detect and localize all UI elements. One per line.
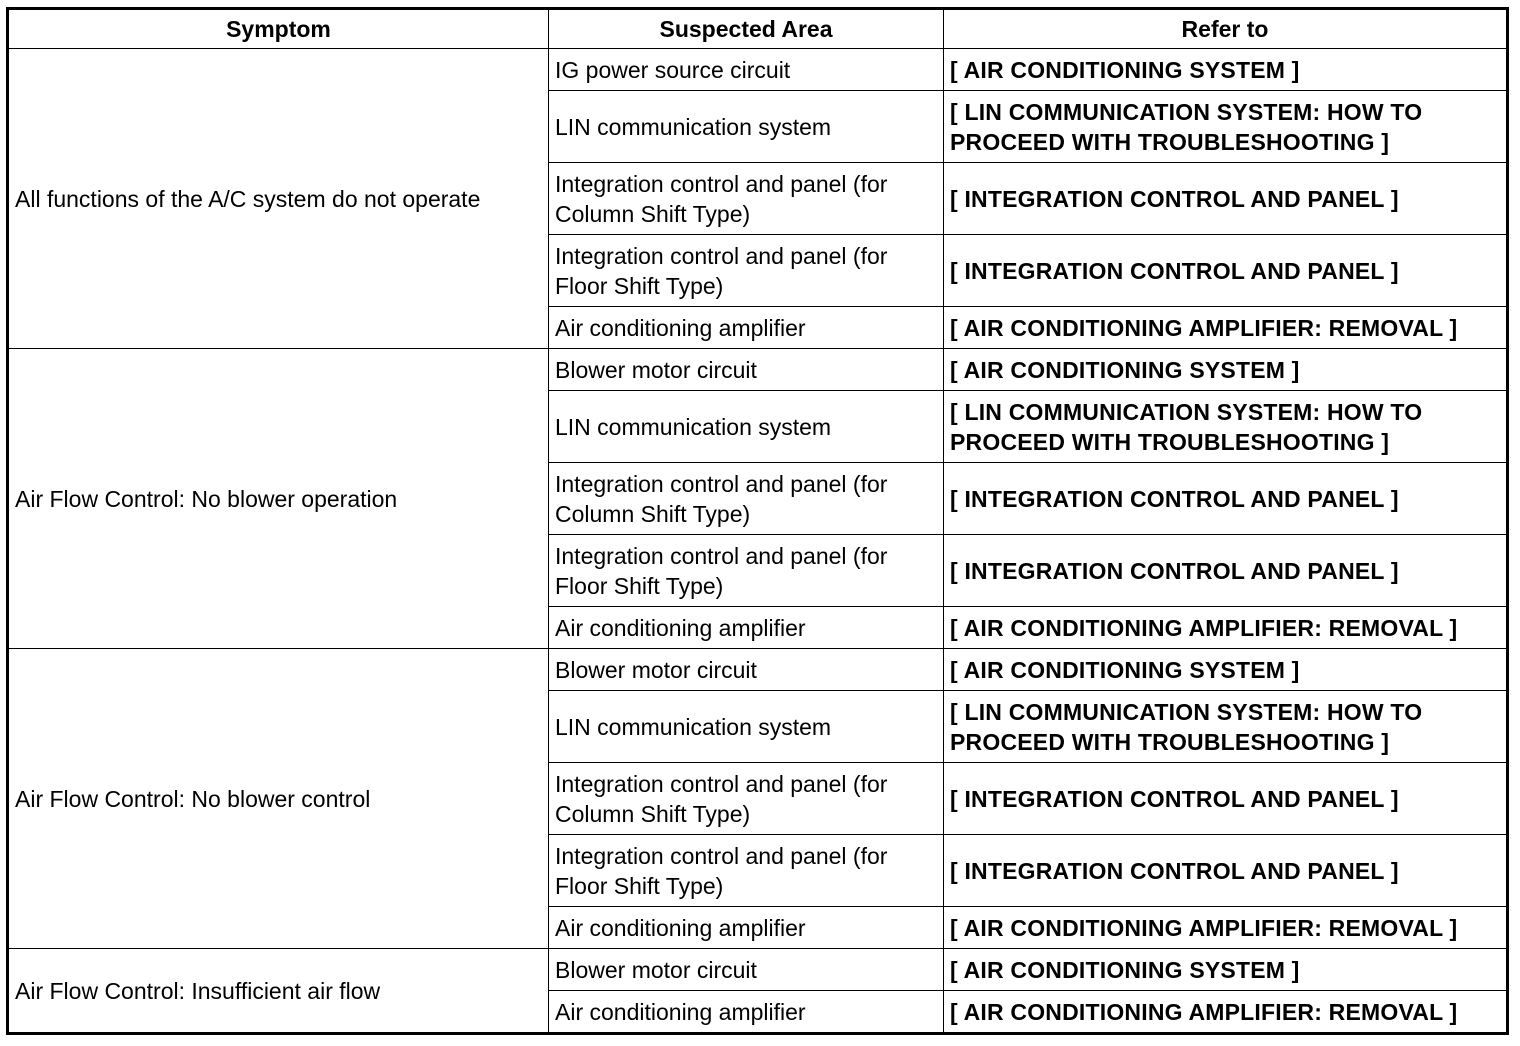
suspected-area-cell: Integration control and panel (for Column Shift Type) [549,163,944,235]
header-suspected-area: Suspected Area [549,9,944,49]
refer-link[interactable]: [ AIR CONDITIONING SYSTEM ] [944,349,1508,391]
symptom-cell: All functions of the A/C system do not operate [8,49,549,349]
symptom-cell: Air Flow Control: No blower operation [8,349,549,649]
suspected-area-cell: Blower motor circuit [549,649,944,691]
refer-link[interactable]: [ INTEGRATION CONTROL AND PANEL ] [944,835,1508,907]
refer-link[interactable]: [ INTEGRATION CONTROL AND PANEL ] [944,163,1508,235]
suspected-area-cell: Blower motor circuit [549,349,944,391]
refer-link[interactable]: [ LIN COMMUNICATION SYSTEM: HOW TO PROCEED WITH TROUBLESHOOTING ] [944,391,1508,463]
table-row [8,949,1508,991]
refer-link[interactable]: [ AIR CONDITIONING AMPLIFIER: REMOVAL ] [944,607,1508,649]
suspected-area-cell: Air conditioning amplifier [549,991,944,1034]
troubleshooting-table [6,7,1509,1035]
refer-link[interactable]: [ INTEGRATION CONTROL AND PANEL ] [944,535,1508,607]
refer-link[interactable]: [ AIR CONDITIONING SYSTEM ] [944,49,1508,91]
refer-link[interactable]: [ AIR CONDITIONING AMPLIFIER: REMOVAL ] [944,991,1508,1034]
refer-link[interactable]: [ INTEGRATION CONTROL AND PANEL ] [944,463,1508,535]
table-row [8,649,1508,691]
symptom-cell: Air Flow Control: Insufficient air flow [8,949,549,1034]
suspected-area-cell: Blower motor circuit [549,949,944,991]
symptom-cell: Air Flow Control: No blower control [8,649,549,949]
suspected-area-cell: Integration control and panel (for Floor Shift Type) [549,835,944,907]
refer-link[interactable]: [ AIR CONDITIONING SYSTEM ] [944,949,1508,991]
suspected-area-cell: Integration control and panel (for Floor Shift Type) [549,235,944,307]
suspected-area-cell: Integration control and panel (for Column Shift Type) [549,463,944,535]
refer-link[interactable]: [ AIR CONDITIONING AMPLIFIER: REMOVAL ] [944,307,1508,349]
suspected-area-cell: LIN communication system [549,391,944,463]
suspected-area-cell: IG power source circuit [549,49,944,91]
table-header-row [8,9,1508,49]
refer-link[interactable]: [ AIR CONDITIONING AMPLIFIER: REMOVAL ] [944,907,1508,949]
refer-link[interactable]: [ LIN COMMUNICATION SYSTEM: HOW TO PROCEED WITH TROUBLESHOOTING ] [944,691,1508,763]
suspected-area-cell: Air conditioning amplifier [549,907,944,949]
table-row [8,49,1508,91]
suspected-area-cell: LIN communication system [549,691,944,763]
refer-link[interactable]: [ INTEGRATION CONTROL AND PANEL ] [944,235,1508,307]
refer-link[interactable]: [ LIN COMMUNICATION SYSTEM: HOW TO PROCEED WITH TROUBLESHOOTING ] [944,91,1508,163]
suspected-area-cell: Air conditioning amplifier [549,307,944,349]
suspected-area-cell: LIN communication system [549,91,944,163]
refer-link[interactable]: [ INTEGRATION CONTROL AND PANEL ] [944,763,1508,835]
header-symptom: Symptom [8,9,549,49]
suspected-area-cell: Air conditioning amplifier [549,607,944,649]
suspected-area-cell: Integration control and panel (for Floor Shift Type) [549,535,944,607]
refer-link[interactable]: [ AIR CONDITIONING SYSTEM ] [944,649,1508,691]
header-refer-to: Refer to [944,9,1508,49]
table-row [8,349,1508,391]
suspected-area-cell: Integration control and panel (for Column Shift Type) [549,763,944,835]
